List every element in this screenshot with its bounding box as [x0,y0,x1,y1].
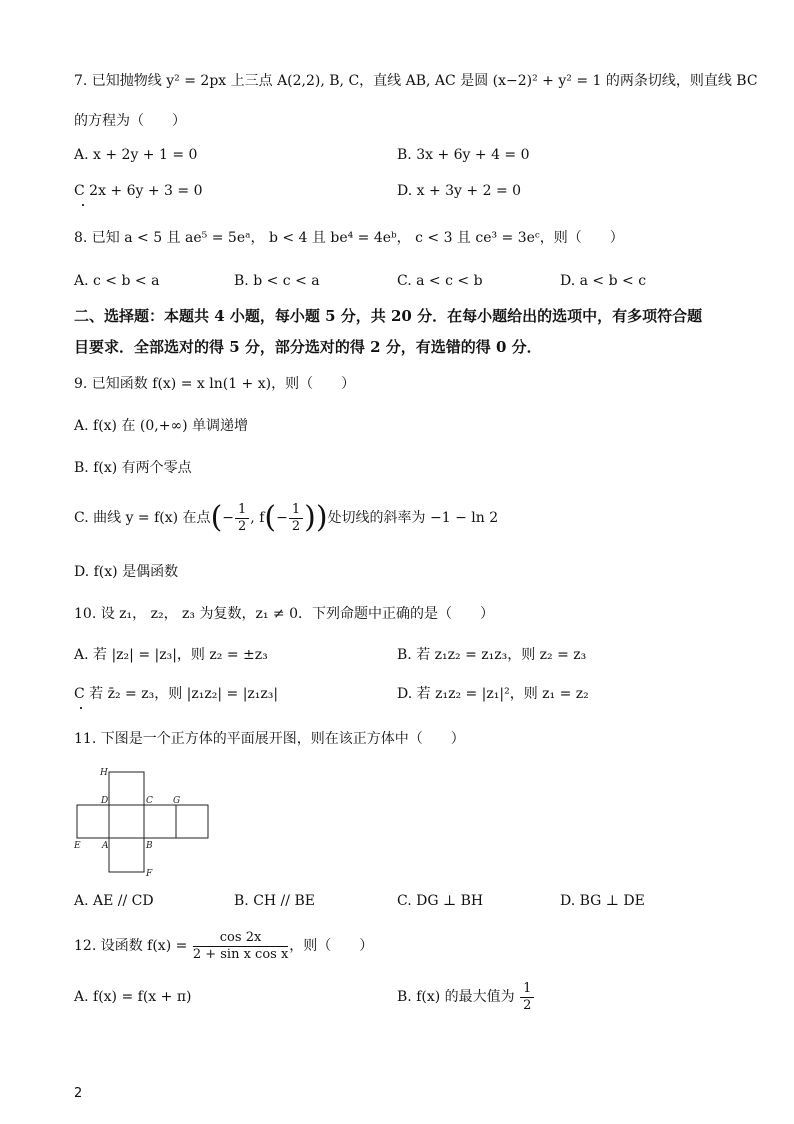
fraction-numerator: 1 [235,502,249,519]
q8-option-d: D. a < b < c [560,273,647,289]
right-paren: ) [315,500,328,535]
q10-option-d: D. 若 z₁z₂ = |z₁|²，则 z₁ = z₂ [397,686,589,702]
inner-right-paren: ) [304,500,316,535]
q9-option-b: B. f(x) 有两个零点 [74,460,192,476]
label-d: D [101,796,109,806]
q8-option-a: A. c < b < a [74,273,160,289]
q8-option-c: C. a < c < b [397,273,483,289]
q11-stem: 11. 下图是一个正方体的平面展开图，则在该正方体中（ ） [74,731,465,747]
fraction-denominator: 2 [291,518,301,534]
fraction-half-2 [289,502,303,535]
page-number: 2 [74,1086,83,1101]
label-g: G [173,796,181,806]
net-face-left [77,805,109,838]
q9-option-c [74,500,498,536]
q9-option-a: A. f(x) 在 (0,+∞) 单调递增 [74,418,249,434]
q7-option-c: C 2x + 6y + 3 = 0 [74,183,203,199]
q7-stem-line1: 7. 已知抛物线 y² = 2px 上三点 A(2,2), B, C，直线 AB, AC 是圆 (x−2)² + y² = 1 的两条切线，则直线 BC [74,73,758,89]
section2-heading-line1: 二、选择题：本题共 4 小题，每小题 5 分，共 20 分．在每小题给出的选项中，有多项符合题 [74,307,703,325]
fraction-numerator: cos 2x [193,930,288,947]
label-c: C [146,796,153,806]
q12-option-b-prefix: B. f(x) 的最大值为 [397,989,515,1005]
q12-stem [74,928,373,964]
q9-stem: 9. 已知函数 f(x) = x ln(1 + x)，则（ ） [74,376,356,392]
q9-option-c-mid: , f [250,510,265,526]
q12-fraction [193,930,288,963]
neg-sign-2: − [276,510,288,526]
q10-option-b: B. 若 z₁z₂ = z₁z₃，则 z₂ = z₃ [397,647,587,663]
fraction-half [235,502,249,535]
left-paren: ( [210,500,223,535]
fraction-half [520,981,534,1014]
q11-option-c: C. DG ⊥ BH [397,893,484,909]
inner-left-paren: ( [264,500,277,535]
net-face-right [144,805,176,838]
fraction-denominator: 2 [523,997,532,1013]
fraction-denominator: 2 + sin x cos x [192,946,289,962]
net-face-center [109,805,144,838]
q8-stem: 8. 已知 a < 5 且 ae⁵ = 5eᵃ， b < 4 且 be⁴ = 4eᵇ， c < 3 且 ce³ = 3eᶜ，则（ ） [74,230,624,246]
q12-option-a: A. f(x) = f(x + π) [74,989,192,1005]
fraction-numerator: 1 [289,502,303,519]
q12-stem-prefix: 12. 设函数 f(x) = [74,938,188,954]
fraction-numerator: 1 [520,981,534,998]
q11-option-d: D. BG ⊥ DE [560,893,645,909]
net-face-far-right [176,805,208,838]
q9-option-d: D. f(x) 是偶函数 [74,564,179,580]
label-a: A [102,841,109,851]
net-face-bottom [109,838,144,872]
q10-option-a: A. 若 |z₂| = |z₃|，则 z₂ = ±z₃ [74,647,268,663]
neg-sign: − [222,510,235,526]
q11-option-a: A. AE // CD [74,893,154,909]
section2-heading-line2: 目要求．全部选对的得 5 分，部分选对的得 2 分，有选错的得 0 分． [74,338,542,356]
q8-option-b: B. b < c < a [234,273,320,289]
q7-option-b: B. 3x + 6y + 4 = 0 [397,147,530,163]
cube-net-figure [70,762,220,882]
stray-dot [82,204,84,206]
q10-stem: 10. 设 z₁， z₂， z₃ 为复数，z₁ ≠ 0．下列命题中正确的是（ ） [74,606,495,622]
label-h: H [100,768,108,778]
q7-option-a: A. x + 2y + 1 = 0 [74,147,198,163]
stray-dot [80,707,82,709]
q10-option-c: C 若 z̄₂ = z₃，则 |z₁z₂| = |z₁z₃| [74,686,279,702]
q12-option-b [397,980,535,1014]
q9-option-c-suffix: 处切线的斜率为 −1 − ln 2 [327,510,499,526]
q7-option-d: D. x + 3y + 2 = 0 [397,183,522,199]
q7-stem-line2: 的方程为（ ） [74,113,186,129]
q11-option-b: B. CH // BE [234,893,315,909]
label-b: B [146,841,153,851]
label-e: E [74,841,81,851]
q12-stem-suffix: ，则（ ） [289,938,374,954]
q9-option-c-prefix: C. 曲线 y = f(x) 在点 [74,510,211,526]
fraction-denominator: 2 [238,518,247,534]
net-face-top [109,772,144,805]
label-f: F [146,869,153,879]
